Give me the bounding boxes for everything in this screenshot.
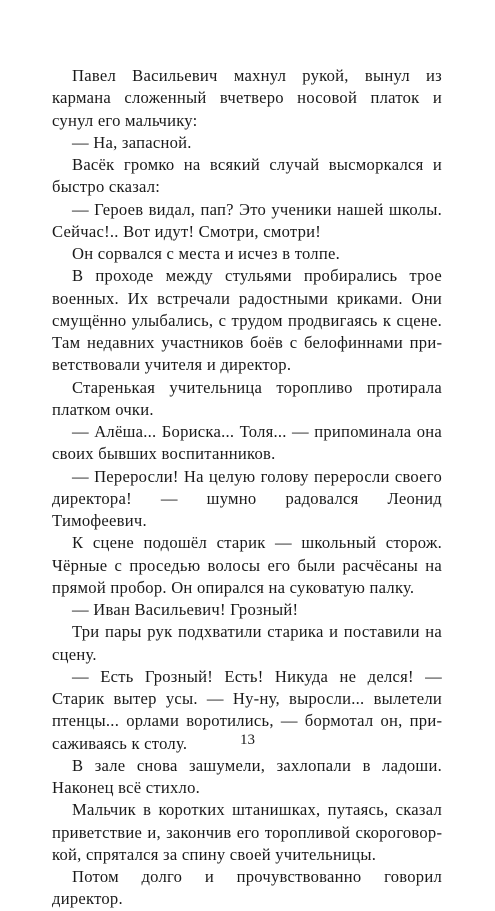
paragraph: Он сорвался с места и исчез в толпе. bbox=[72, 244, 340, 263]
paragraph: — Иван Васильевич! Грозный! bbox=[72, 600, 299, 619]
paragraph: Павел Васильевич махнул рукой, вынул из кармана сложенный вчетверо носовой платок и сунул его мальчику: bbox=[52, 66, 442, 130]
paragraph: Старенькая учительница торопливо протирала платком очки. bbox=[52, 377, 442, 419]
paragraph: В зале снова зашумели, захлопали в ладоши. Наконец всё стихло. bbox=[52, 755, 442, 797]
page-number: 13 bbox=[240, 732, 255, 748]
paragraph: Мальчик в коротких штанишках, путаясь, сказал приветствие и, закончив его торопливой скороговоркой, спрятался за спину своей учительницы. bbox=[52, 800, 442, 864]
paragraph: — Алёша... Бориска... Толя... — припоминала она своих бывших воспитанников. bbox=[52, 422, 442, 464]
paragraph: — Переросли! На целую голову переросли своего директора! — шумно радовался Леонид Тимофеевич. bbox=[52, 466, 442, 530]
paragraph: Три пары рук подхватили старика и поставили на сцену. bbox=[52, 622, 442, 664]
paragraph: Потом долго и прочувствованно говорил директор. bbox=[52, 867, 442, 909]
paragraph: К сцене подошёл старик — школьный сторож. Чёрные с проседью волосы его были расчёсаны на прямой пробор. Он опирался на суковатую палку. bbox=[52, 533, 442, 597]
paragraph: Васёк громко на всякий случай высморкался и быстро сказал: bbox=[52, 155, 442, 197]
paragraph: — Героев видал, пап? Это ученики нашей школы. Сейчас!.. Вот идут! Смотри, смотри! bbox=[52, 199, 442, 241]
paragraph: В проходе между стульями пробирались трое военных. Их встречали радостными криками. Они смущённо улыбались, с трудом продвигаясь к сцене. Там недавних участников боёв с белофиннами приветствовали учителя и директор. bbox=[52, 266, 442, 375]
body-text bbox=[52, 65, 442, 911]
paragraph: — На, запасной. bbox=[72, 132, 192, 152]
paragraph: — Есть Грозный! Есть! Никуда не делся! — Старик вытер усы. — Ну-ну, выросли... вылетели птенцы... орлами воротились, — бормотал он, присаживаясь к столу. bbox=[52, 666, 442, 753]
